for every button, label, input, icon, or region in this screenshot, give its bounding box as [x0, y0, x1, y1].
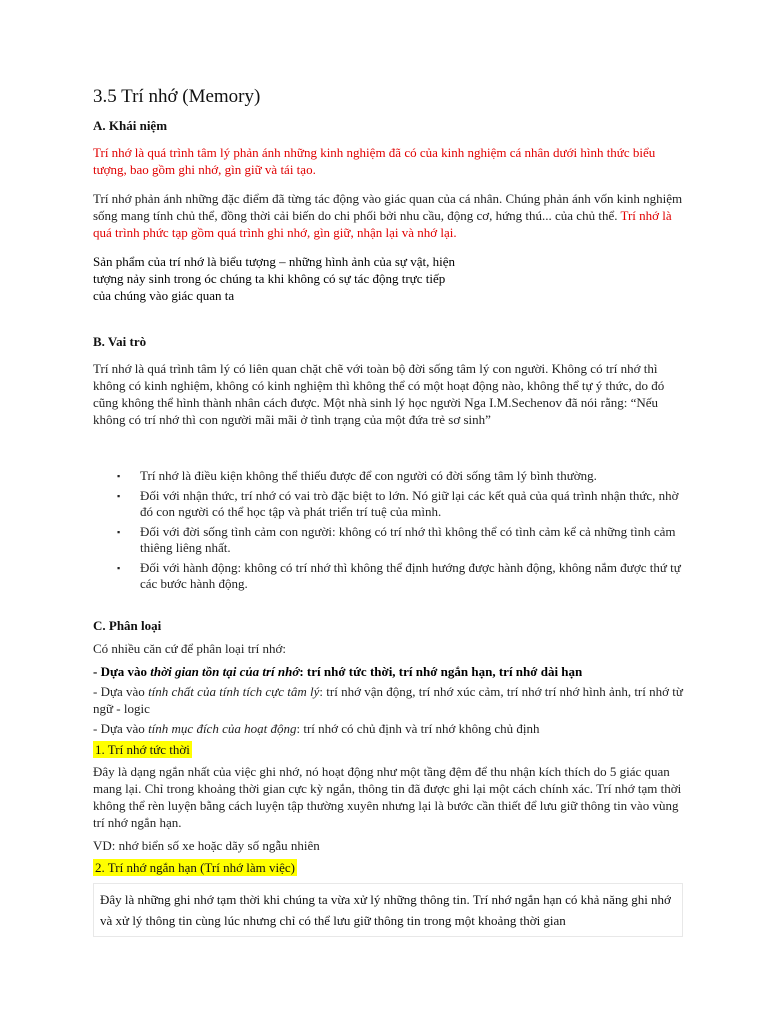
product-paragraph: Sản phẩm của trí nhớ là biểu tượng – những hình ảnh của sự vật, hiện tượng nảy sinh trong óc chúng ta khi không có sự tác động trực tiếp của chúng vào giác quan ta — [93, 254, 455, 303]
process-highlight-text: Trí nhớ là quá trình phức tạp gồm quá trình ghi nhớ, gìn giữ, nhận lại và nhớ lại. — [93, 208, 672, 240]
classification-by-time: - Dựa vào thời gian tồn tại của trí nhớ: trí nhớ tức thời, trí nhớ ngắn hạn, trí nhớ dài hạn — [93, 664, 583, 679]
list-item: ▪ Đối với nhận thức, trí nhớ có vai trò đặc biệt to lớn. Nó giữ lại các kết quả của quá trình nhận thức, nhờ đó con người có thể học tập và phát triển trí tuệ của mình. — [117, 488, 679, 519]
document-page — [93, 86, 683, 937]
immediate-memory-paragraph: Đây là dạng ngắn nhất của việc ghi nhớ, nó hoạt động như một tầng đệm để thu nhận kích thích do 5 giác quan mang lại. Chỉ trong khoảng thời gian cực kỳ ngắn, thông tin đã được ghi lại một cách chính xác. Trí nhớ tạm thời không thể rèn luyện bằng cách luyện tập thường xuyên nhưng lại là bước cần thiết để lưu giữ thông tin vào vùng trí nhớ ngắn hạn. — [93, 764, 682, 830]
list-item: ▪ Đối với đời sống tình cảm con người: không có trí nhớ thì không thể có tình cảm kể cả những tình cảm thiêng liêng nhất. — [117, 524, 676, 555]
bullet-icon: ▪ — [117, 471, 121, 481]
bullet-icon: ▪ — [117, 563, 121, 573]
role-bullet-list — [93, 468, 683, 592]
section-c-heading: C. Phân loại — [93, 618, 162, 633]
role-paragraph: Trí nhớ là quá trình tâm lý có liên quan chặt chẽ với toàn bộ đời sống tâm lý con người. Không có trí nhớ thì không có kinh nghiệm, không có kinh nghiệm thì không thể có một hoạt động nào, không thể tự ý thức, do đó cũng không thể hình thành nhân cách được. Một nhà sinh lý học người Nga I.M.Sechenov đã nói rằng: “Nếu không có trí nhớ thì con người mãi mãi ở tình trạng của một đứa trẻ sơ sinh” — [93, 361, 665, 427]
page-title: 3.5 Trí nhớ (Memory) — [93, 86, 261, 107]
classification-by-activity: - Dựa vào tính chất của tính tích cực tâm lý: trí nhớ vận động, trí nhớ xúc cảm, trí nhớ trí nhớ hình ảnh, trí nhớ từ ngữ - logic — [93, 684, 683, 716]
immediate-memory-heading: 1. Trí nhớ tức thời — [95, 742, 190, 757]
classification-by-purpose: - Dựa vào tính mục đích của hoạt động: trí nhớ có chủ định và trí nhớ không chủ định — [93, 721, 540, 736]
bullet-icon: ▪ — [117, 527, 121, 537]
immediate-memory-example: VD: nhớ biển số xe hoặc dãy số ngẫu nhiên — [93, 838, 320, 853]
short-term-memory-heading: 2. Trí nhớ ngắn hạn (Trí nhớ làm việc) — [95, 860, 295, 875]
bullet-icon: ▪ — [117, 491, 121, 501]
section-a-heading: A. Khái niệm — [93, 118, 168, 133]
section-b-heading: B. Vai trò — [93, 334, 147, 349]
reflection-text: Trí nhớ phản ánh những đặc điểm đã từng tác động vào giác quan của cá nhân. Chúng phản ánh vốn kinh nghiệm sống mang tính chủ thể, đồng thời cải biến do chi phối bởi nhu cầu, động cơ, hứng thú... của chủ thể. — [93, 191, 683, 223]
definition-paragraph: Trí nhớ là quá trình tâm lý phản ánh những kinh nghiệm đã có của kinh nghiệm cá nhân dưới hình thức biểu tượng, bao gồm ghi nhớ, gìn giữ và tái tạo. — [93, 145, 656, 177]
short-term-memory-paragraph: Đây là những ghi nhớ tạm thời khi chúng ta vừa xử lý những thông tin. Trí nhớ ngắn hạn có khả năng ghi nhớ và xử lý thông tin cùng lúc nhưng chỉ có thể lưu giữ thông tin trong một khoảng thời gian — [93, 883, 683, 937]
reflection-paragraph — [93, 190, 683, 241]
classification-intro: Có nhiều căn cứ để phân loại trí nhớ: — [93, 641, 286, 656]
list-item: ▪ Đối với hành động: không có trí nhớ thì không thể định hướng được hành động, không nắm được thứ tự các bước hành động. — [117, 560, 681, 591]
list-item: ▪ Trí nhớ là điều kiện không thể thiếu được để con người có đời sống tâm lý bình thường. — [117, 468, 597, 483]
